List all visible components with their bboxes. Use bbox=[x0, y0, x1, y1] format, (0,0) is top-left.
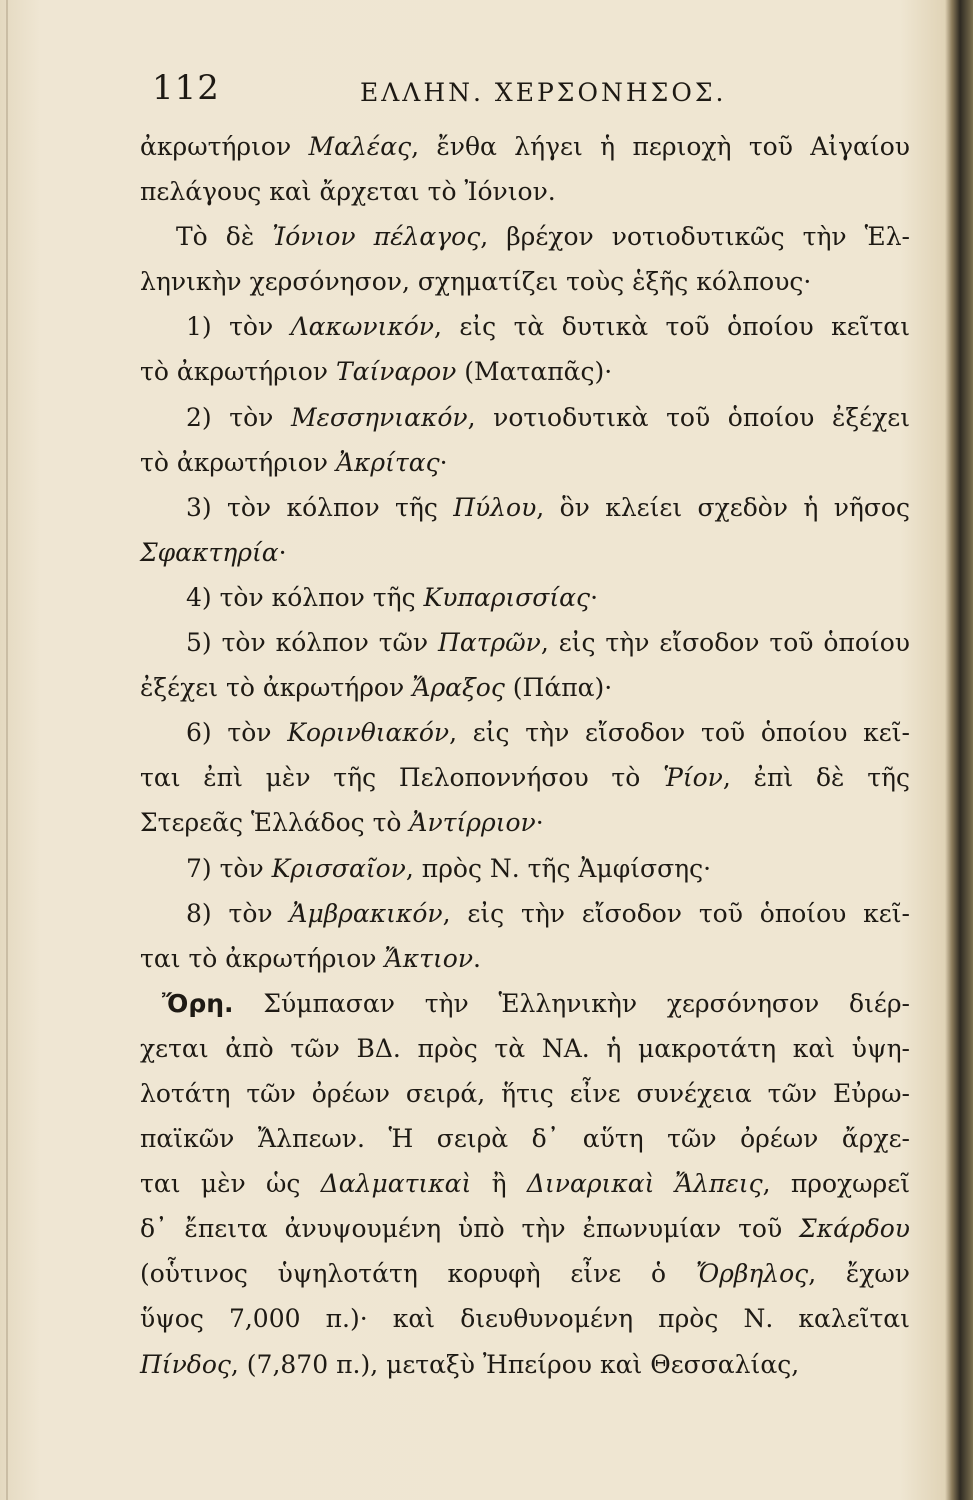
text-line: Τὸ δὲ Ἰόνιον πέλαγος, βρέχον νοτιοδυτικῶς τὴν Ἑλ- bbox=[176, 222, 910, 252]
page-number: 112 bbox=[152, 68, 220, 108]
running-title: ΕΛΛΗΝ. ΧΕΡΣΟΝΗΣΟΣ. bbox=[360, 78, 727, 107]
text-line: τὸ ἀκρωτήριον Ταίναρον (Ματαπᾶς)· bbox=[140, 357, 613, 387]
list-item-7: 7) τὸν Κρισσαῖον, πρὸς Ν. τῆς Ἀμφίσσης· bbox=[186, 853, 712, 883]
list-item-4: 4) τὸν κόλπον τῆς Κυπαρισσίας· bbox=[186, 582, 599, 612]
text-line: ται τὸ ἀκρωτήριον Ἄκτιον. bbox=[140, 943, 481, 973]
text-line: ὕψος 7,000 π.)· καὶ διευθυνομένη πρὸς Ν. καλεῖται bbox=[140, 1304, 910, 1334]
page-edge-shadow bbox=[6, 0, 8, 1500]
list-item-1: 1) τὸν Λακωνικόν, εἰς τὰ δυτικὰ τοῦ ὁποίου κεῖται bbox=[186, 312, 910, 342]
text-line: ἀκρωτήριον Μαλέας, ἔνθα λήγει ἡ περιοχὴ τοῦ Αἰγαίου bbox=[140, 132, 910, 161]
text-line: ται ἐπὶ μὲν τῆς Πελοποννήσου τὸ Ῥίον, ἐπὶ δὲ τῆς bbox=[140, 763, 911, 793]
text-line: ται μὲν ὡς Δαλματικαὶ ἢ Διναρικαὶ Ἄλπεις, προχωρεῖ bbox=[140, 1169, 910, 1199]
text-line: παϊκῶν Ἄλπεων. Ἡ σειρὰ δ᾽ αὕτη τῶν ὀρέων ἄρχε- bbox=[140, 1124, 910, 1154]
section-heading-line: Ὄρη. Σύμπασαν τὴν Ἑλληνικὴν χερσόνησον διέρ- bbox=[162, 988, 910, 1018]
body-text bbox=[140, 124, 910, 1387]
text-line: Πίνδος, (7,870 π.), μεταξὺ Ἠπείρου καὶ Θεσσαλίας, bbox=[140, 1349, 800, 1379]
text-line: (οὗτινος ὑψηλοτάτη κορυφὴ εἶνε ὁ Ὄρβηλος, ἔχων bbox=[140, 1259, 911, 1289]
text-line: Στερεᾶς Ἑλλάδος τὸ Ἀντίρριον· bbox=[140, 808, 544, 838]
list-item-8: 8) τὸν Ἀμβρακικόν, εἰς τὴν εἴσοδον τοῦ ὁποίου κεῖ- bbox=[186, 898, 910, 928]
list-item-3: 3) τὸν κόλπον τῆς Πύλου, ὃν κλείει σχεδὸν ἡ νῆσος bbox=[186, 492, 910, 522]
text-line: δ᾽ ἔπειτα ἀνυψουμένη ὑπὸ τὴν ἐπωνυμίαν τοῦ Σκάρδου bbox=[140, 1214, 910, 1244]
text-line: ληνικὴν χερσόνησον, σχηματίζει τοὺς ἑξῆς κόλπους· bbox=[140, 267, 812, 297]
list-item-5: 5) τὸν κόλπον τῶν Πατρῶν, εἰς τὴν εἴσοδον τοῦ ὁποίου bbox=[186, 628, 910, 658]
text-line: τὸ ἀκρωτήριον Ἀκρίτας· bbox=[140, 447, 448, 477]
text-line: χεται ἀπὸ τῶν ΒΔ. πρὸς τὰ ΝΑ. ἡ μακροτάτη καὶ ὑψη- bbox=[140, 1033, 910, 1063]
text-line: Σφακτηρία· bbox=[140, 537, 287, 567]
text-line: πελάγους καὶ ἄρχεται τὸ Ἰόνιον. bbox=[140, 177, 556, 207]
text-line: λοτάτη τῶν ὀρέων σειρά, ἥτις εἶνε συνέχεια τῶν Εὐρω- bbox=[140, 1078, 910, 1108]
section-heading: Ὄρη. bbox=[162, 988, 234, 1018]
list-item-2: 2) τὸν Μεσσηνιακόν, νοτιοδυτικὰ τοῦ ὁποίου ἐξέχει bbox=[186, 402, 910, 432]
text-line: ἐξέχει τὸ ἀκρωτήρον Ἄραξος (Πάπα)· bbox=[140, 673, 613, 703]
list-item-6: 6) τὸν Κορινθιακόν, εἰς τὴν εἴσοδον τοῦ ὁποίου κεῖ- bbox=[186, 718, 910, 748]
running-head bbox=[140, 68, 900, 118]
